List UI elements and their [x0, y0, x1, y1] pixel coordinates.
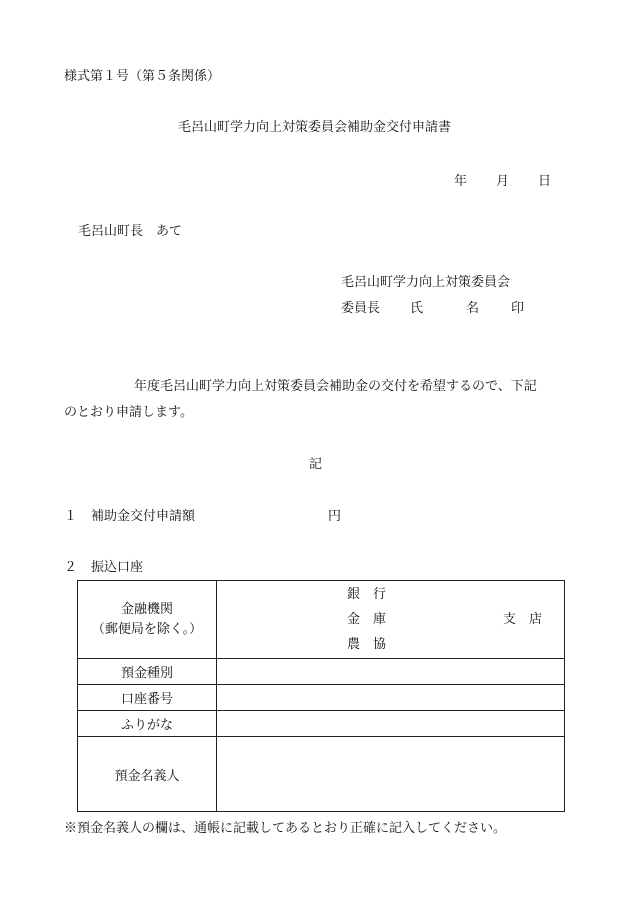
- body-line-2: のとおり申請します。: [64, 405, 193, 420]
- financial-institution-label-cell: [78, 581, 217, 659]
- applicant-organization: 毛呂山町学力向上対策委員会: [341, 275, 511, 290]
- account-holder-field[interactable]: [217, 737, 565, 812]
- account-number-field[interactable]: [217, 685, 565, 711]
- item-1-number: １: [64, 509, 78, 524]
- deposit-type-field[interactable]: [217, 659, 565, 685]
- seal-mark: 印: [511, 301, 525, 316]
- deposit-type-label: 預金種別: [78, 659, 217, 685]
- item-1-label: 補助金交付申請額: [91, 509, 196, 524]
- form-title: 毛呂山町学力向上対策委員会補助金交付申請書: [178, 120, 452, 135]
- body-line-1: 年度毛呂山町学力向上対策委員会補助金の交付を希望するので、下記: [134, 379, 537, 394]
- item-1-unit: 円: [328, 509, 342, 524]
- bank-type-kinko: 金 庫: [347, 612, 387, 627]
- table-row: [78, 711, 565, 737]
- account-holder-label: 預金名義人: [78, 737, 217, 812]
- date-month-label: 月: [496, 174, 510, 189]
- financial-institution-note: （郵便局を除く。）: [91, 621, 203, 637]
- furigana-field[interactable]: [217, 711, 565, 737]
- applicant-role: 委員長: [341, 301, 381, 316]
- applicant-name-label-1: 氏: [410, 301, 424, 316]
- applicant-name-label-2: 名: [466, 301, 480, 316]
- financial-institution-label: 金融機関: [120, 601, 173, 617]
- account-number-label: 口座番号: [78, 685, 217, 711]
- date-day-label: 日: [538, 174, 552, 189]
- ki-heading: 記: [309, 457, 323, 472]
- date-year-label: 年: [454, 174, 468, 189]
- bank-type-ginko: 銀 行: [347, 587, 387, 602]
- financial-institution-field[interactable]: [217, 581, 565, 659]
- form-number: 様式第１号（第５条関係）: [64, 69, 221, 84]
- bank-type-nokyo: 農 協: [347, 637, 387, 652]
- branch-label: 支 店: [503, 612, 543, 627]
- addressee: 毛呂山町長 あて: [78, 224, 183, 239]
- item-2-number: ２: [64, 560, 78, 575]
- furigana-label: ふりがな: [78, 711, 217, 737]
- table-row: [78, 581, 565, 659]
- footnote: ※預金名義人の欄は、通帳に記載してあるとおり正確に記入してください。: [64, 821, 507, 836]
- table-row: [78, 737, 565, 812]
- table-row: [78, 659, 565, 685]
- table-row: [78, 685, 565, 711]
- bank-account-table: [77, 580, 565, 812]
- item-2-label: 振込口座: [91, 560, 144, 575]
